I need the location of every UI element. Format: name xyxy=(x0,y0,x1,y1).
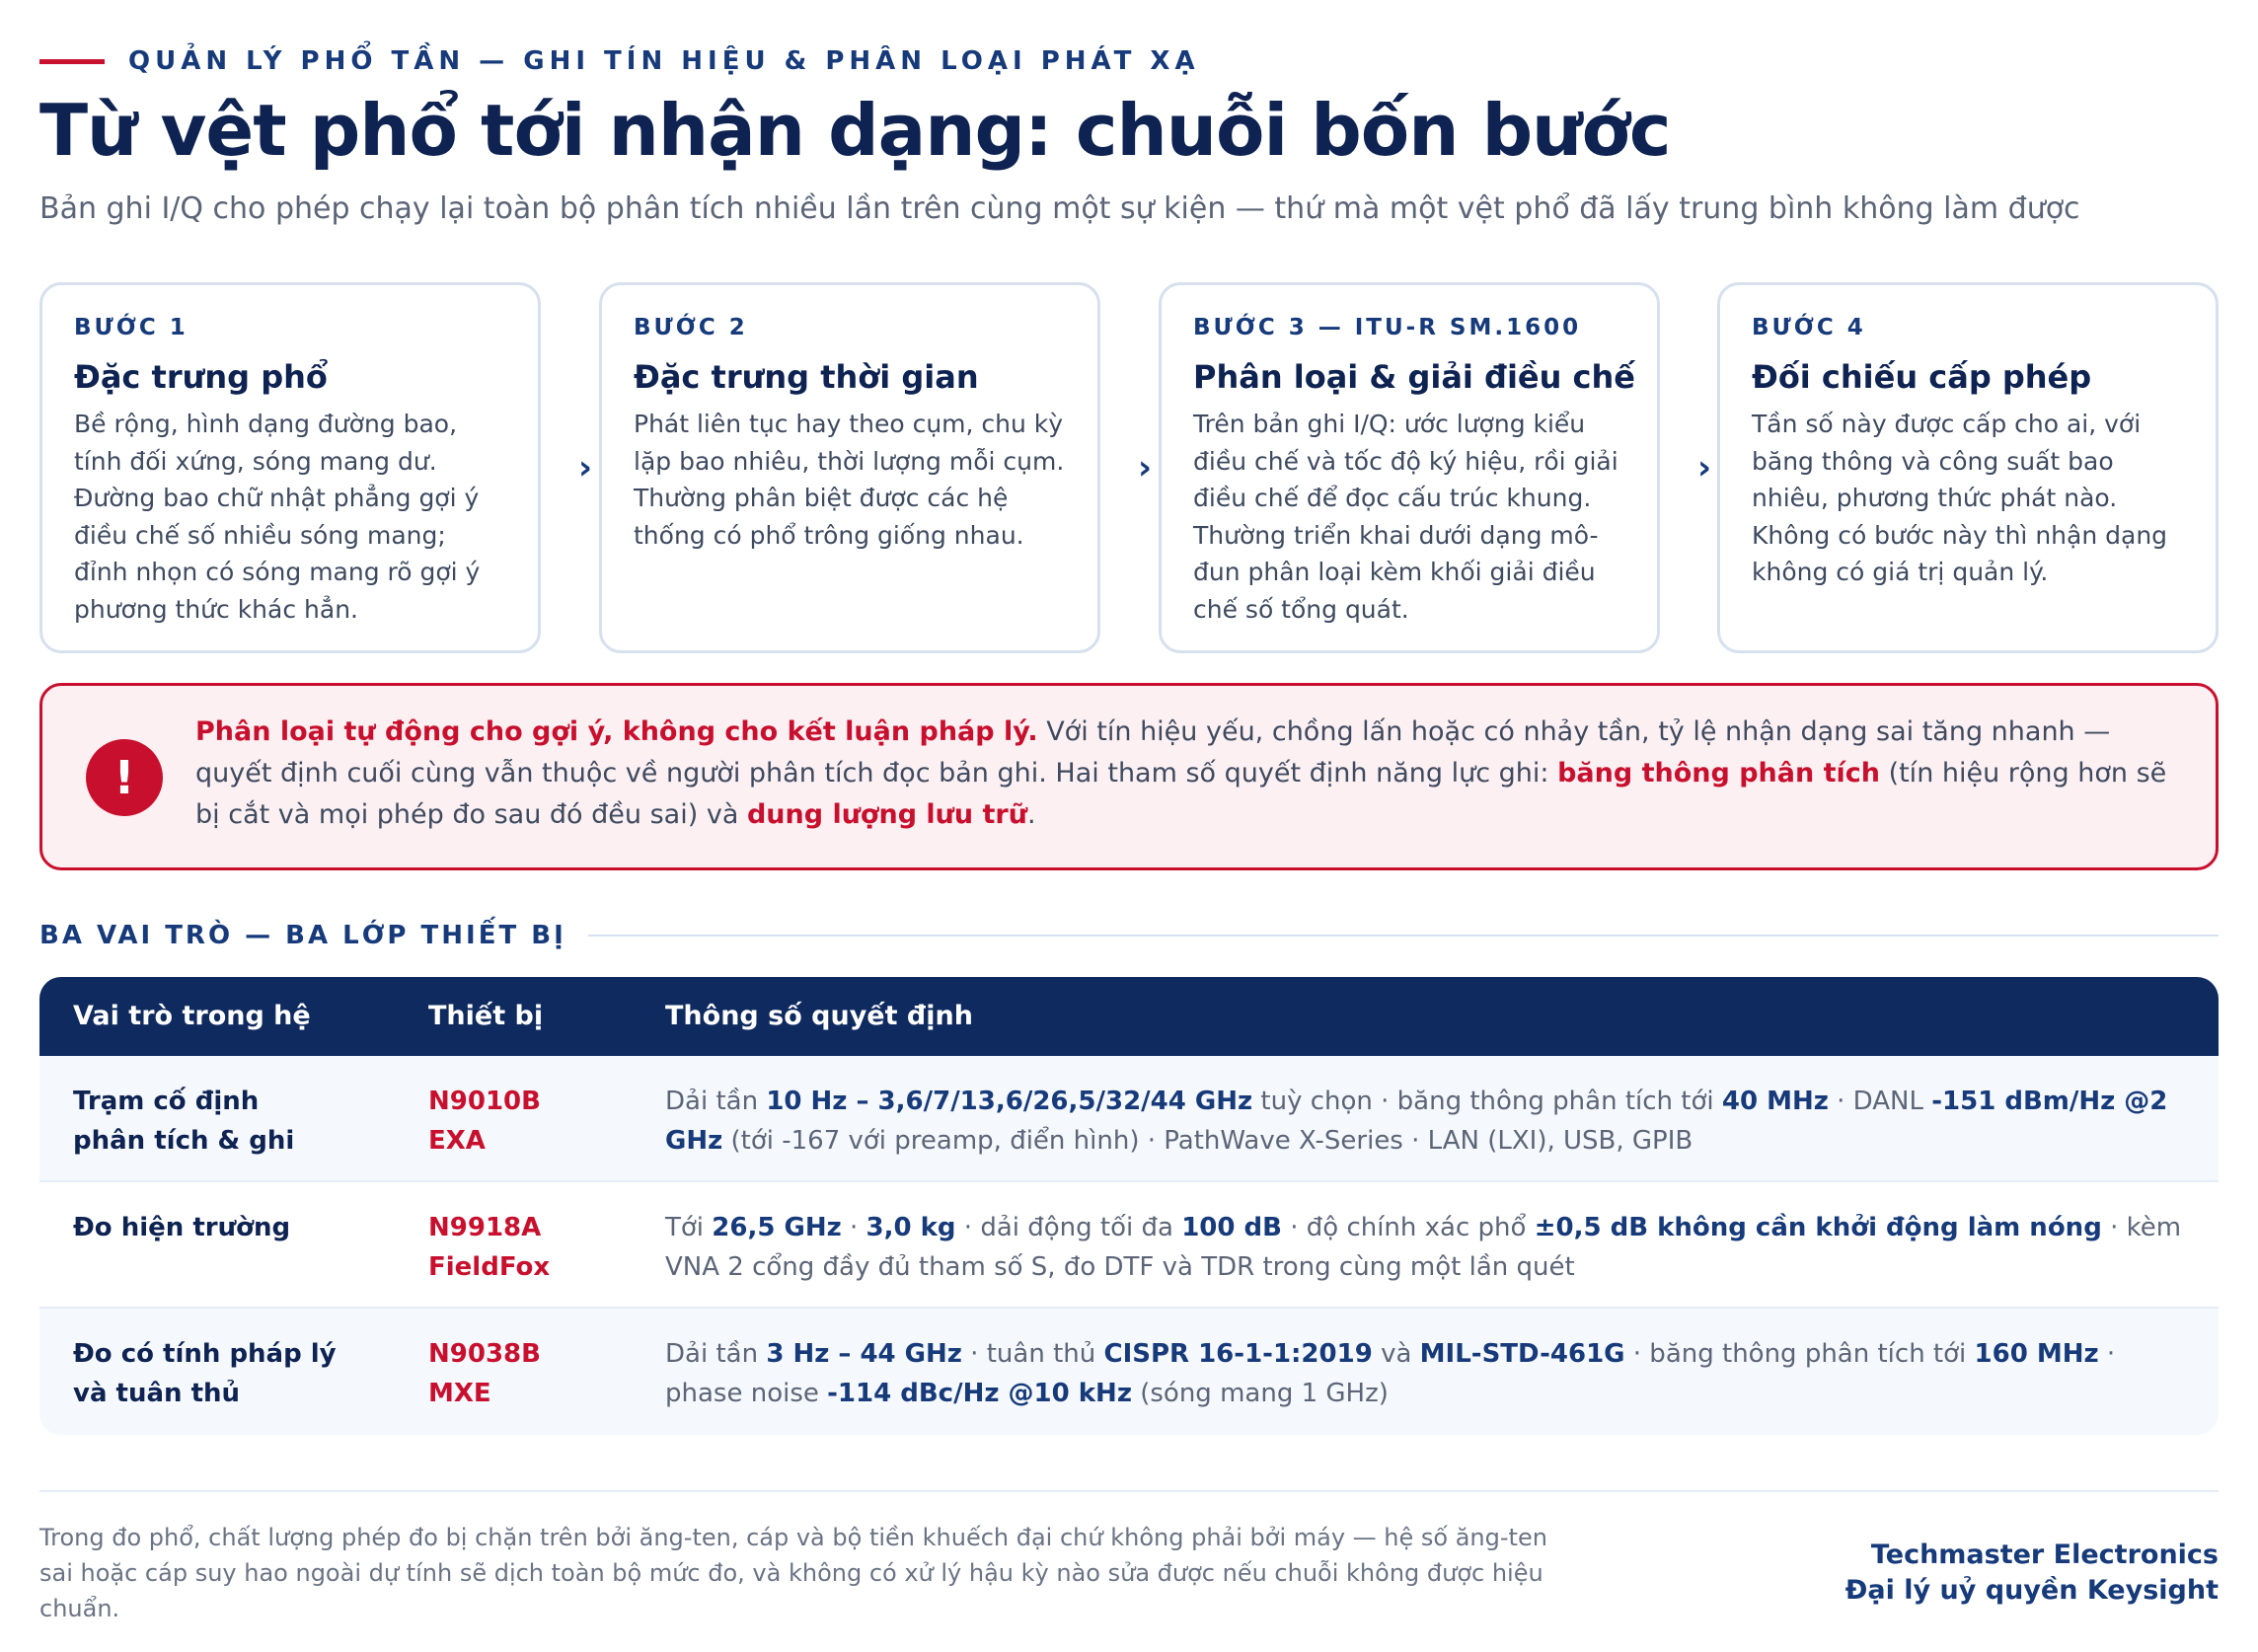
cell-spec xyxy=(665,1208,2195,1287)
warning-text xyxy=(195,712,2189,836)
steps-row xyxy=(39,282,2219,653)
cell-role xyxy=(73,1082,389,1161)
spec-value: 10 Hz – 3,6/7/13,6/26,5/32/44 GHz xyxy=(766,1087,1253,1116)
spec-value: 26,5 GHz xyxy=(712,1213,842,1242)
column-header-role: Vai trò trong hệ xyxy=(73,1001,311,1031)
step-card-3 xyxy=(1159,282,1660,653)
warning-text-part: (tín hiệu rộng hơn sẽ bị cắt và mọi phép đo sau đó đều sai) và xyxy=(195,758,2167,830)
step-label: BƯỚC 4 xyxy=(1752,315,1866,340)
role-line: phân tích & ghi xyxy=(73,1126,295,1156)
column-header-spec: Thông số quyết định xyxy=(665,1001,973,1031)
step-body: Phát liên tục hay theo cụm, chu kỳ lặp bao nhiêu, thời lượng mỗi cụm. Thường phân biệt được các hệ thống có phổ trông giống nhau. xyxy=(634,410,1065,550)
spec-value: 3,0 kg xyxy=(866,1213,956,1242)
spec-text: · dải động tối đa xyxy=(955,1213,1182,1242)
spec-text: · DANL xyxy=(1828,1087,1932,1116)
footer-brand xyxy=(1845,1538,2219,1609)
step-body: Bề rộng, hình dạng đường bao, tính đối xứng, sóng mang dư. Đường bao chữ nhật phẳng gợi ý điều chế số nhiều sóng mang; đỉnh nhọn có sóng mang rõ gợi ý phương thức khác hẳn. xyxy=(74,410,481,624)
kicker-text: QUẢN LÝ PHỔ TẦN — GHI TÍN HIỆU & PHÂN LOẠI PHÁT XẠ xyxy=(128,46,1200,76)
chevron-right-icon: › xyxy=(577,448,592,488)
step-card-2 xyxy=(599,282,1100,653)
role-line: và tuân thủ xyxy=(73,1379,241,1408)
device-table xyxy=(39,977,2219,1435)
footer-divider xyxy=(39,1490,2219,1492)
spec-text: Dải tần xyxy=(665,1087,767,1116)
spec-text: · băng thông phân tích tới xyxy=(1624,1339,1975,1369)
page-subtitle: Bản ghi I/Q cho phép chạy lại toàn bộ phân tích nhiều lần trên cùng một sự kiện — thứ mà một vệt phổ đã lấy trung bình không làm được xyxy=(39,191,2080,226)
cell-device xyxy=(428,1208,626,1287)
warning-callout xyxy=(39,683,2219,870)
spec-text: và xyxy=(1372,1339,1420,1369)
warning-text-part: . xyxy=(1026,799,1036,830)
device-model: N9918A xyxy=(428,1213,542,1242)
spec-text: · kèm VNA 2 cổng đầy đủ tham số S, đo DTF và TDR trong cùng một lần quét xyxy=(665,1213,2182,1282)
spec-value: 160 MHz xyxy=(1974,1339,2099,1369)
step-card-4 xyxy=(1717,282,2219,653)
table-row xyxy=(39,1056,2219,1182)
spec-text: Tới xyxy=(665,1213,713,1242)
warning-emphasis: băng thông phân tích xyxy=(1557,758,1880,788)
step-title: Phân loại & giải điều chế xyxy=(1193,358,1635,396)
step-card-1 xyxy=(39,282,541,653)
step-title: Đối chiếu cấp phép xyxy=(1752,358,2092,396)
spec-text: Dải tần xyxy=(665,1339,767,1369)
table-body xyxy=(39,1056,2219,1435)
step-body: Tần số này được cấp cho ai, với băng thông và công suất bao nhiêu, phương thức phát nào. Không có bước này thì nhận dạng không có giá trị quản lý. xyxy=(1752,410,2168,586)
step-label: BƯỚC 3 — ITU-R SM.1600 xyxy=(1193,315,1582,340)
spec-text: tuỳ chọn · băng thông phân tích tới xyxy=(1252,1087,1722,1116)
footer-note: Trong đo phổ, chất lượng phép đo bị chặn trên bởi ăng-ten, cáp và bộ tiền khuếch đại chứ không phải bởi máy — hệ số ăng-ten sai hoặc cáp suy hao ngoài dự tính sẽ dịch toàn bộ mức đo, và không có xử lý hậu kỳ nào sửa được nếu chuỗi không được hiệu chuẩn. xyxy=(39,1524,1547,1622)
brand-tagline: Đại lý uỷ quyền Keysight xyxy=(1844,1575,2219,1606)
spec-text: (sóng mang 1 GHz) xyxy=(1131,1379,1389,1408)
infographic-page xyxy=(39,0,2219,1652)
device-family: MXE xyxy=(428,1379,491,1408)
step-label: BƯỚC 1 xyxy=(74,315,188,340)
chevron-right-icon: › xyxy=(1137,448,1152,488)
brand-name: Techmaster Electronics xyxy=(1870,1539,2219,1570)
exclamation-icon: ! xyxy=(86,739,163,816)
device-family: FieldFox xyxy=(428,1252,551,1282)
spec-text: (tới -167 với preamp, điển hình) · PathWave X-Series · LAN (LXI), USB, GPIB xyxy=(722,1126,1694,1156)
spec-value: 40 MHz xyxy=(1721,1087,1829,1116)
warning-lead: Phân loại tự động cho gợi ý, không cho kết luận pháp lý. xyxy=(195,716,1038,747)
spec-text: · xyxy=(841,1213,866,1242)
step-title: Đặc trưng thời gian xyxy=(634,358,979,396)
table-row xyxy=(39,1182,2219,1309)
spec-value: 3 Hz – 44 GHz xyxy=(766,1339,962,1369)
cell-device xyxy=(428,1334,626,1413)
cell-role xyxy=(73,1208,389,1247)
cell-device xyxy=(428,1082,626,1161)
page-title: Từ vệt phổ tới nhận dạng: chuỗi bốn bước xyxy=(39,89,1671,172)
spec-text: · phase noise xyxy=(665,1339,2116,1408)
step-body: Trên bản ghi I/Q: ước lượng kiểu điều chế và tốc độ ký hiệu, rồi giải điều chế để đọc cấu trúc khung. Thường triển khai dưới dạng mô-đun phân loại kèm khối giải điều chế số tổng quát. xyxy=(1193,410,1618,624)
section-divider xyxy=(588,935,2219,937)
kicker xyxy=(39,43,1200,79)
role-line: Đo hiện trường xyxy=(73,1213,291,1242)
spec-value: 100 dB xyxy=(1181,1213,1282,1242)
device-model: N9010B xyxy=(428,1087,541,1116)
section-heading xyxy=(39,918,2219,953)
spec-value: MIL-STD-461G xyxy=(1419,1339,1625,1369)
section-title: BA VAI TRÒ — BA LỚP THIẾT BỊ xyxy=(39,921,566,950)
table-row xyxy=(39,1309,2219,1435)
kicker-accent-bar xyxy=(39,59,105,64)
step-title: Đặc trưng phổ xyxy=(74,358,328,396)
spec-value: ±0,5 dB không cần khởi động làm nóng xyxy=(1534,1213,2102,1242)
warning-emphasis: dung lượng lưu trữ xyxy=(746,799,1027,830)
spec-value: CISPR 16-1-1:2019 xyxy=(1103,1339,1373,1369)
cell-spec xyxy=(665,1334,2195,1413)
cell-spec xyxy=(665,1082,2195,1161)
table-header xyxy=(39,977,2219,1056)
step-label: BƯỚC 2 xyxy=(634,315,748,340)
role-line: Đo có tính pháp lý xyxy=(73,1339,337,1369)
spec-text: · tuân thủ xyxy=(961,1339,1104,1369)
spec-text: · độ chính xác phổ xyxy=(1281,1213,1535,1242)
device-model: N9038B xyxy=(428,1339,541,1369)
column-header-device: Thiết bị xyxy=(428,1001,544,1031)
spec-value: -114 dBc/Hz @10 kHz xyxy=(827,1379,1132,1408)
role-line: Trạm cố định xyxy=(73,1087,260,1116)
chevron-right-icon: › xyxy=(1696,448,1711,488)
warning-text-part: Với tín hiệu yếu, chồng lấn hoặc có nhảy tần, tỷ lệ nhận dạng sai tăng nhanh — quyết định cuối cùng vẫn thuộc về người phân tích đọc bản ghi. Hai tham số quyết định năng lực ghi: xyxy=(195,716,2111,788)
cell-role xyxy=(73,1334,389,1413)
device-family: EXA xyxy=(428,1126,486,1156)
spec-value: -151 dBm/Hz @2 GHz xyxy=(665,1087,2168,1156)
